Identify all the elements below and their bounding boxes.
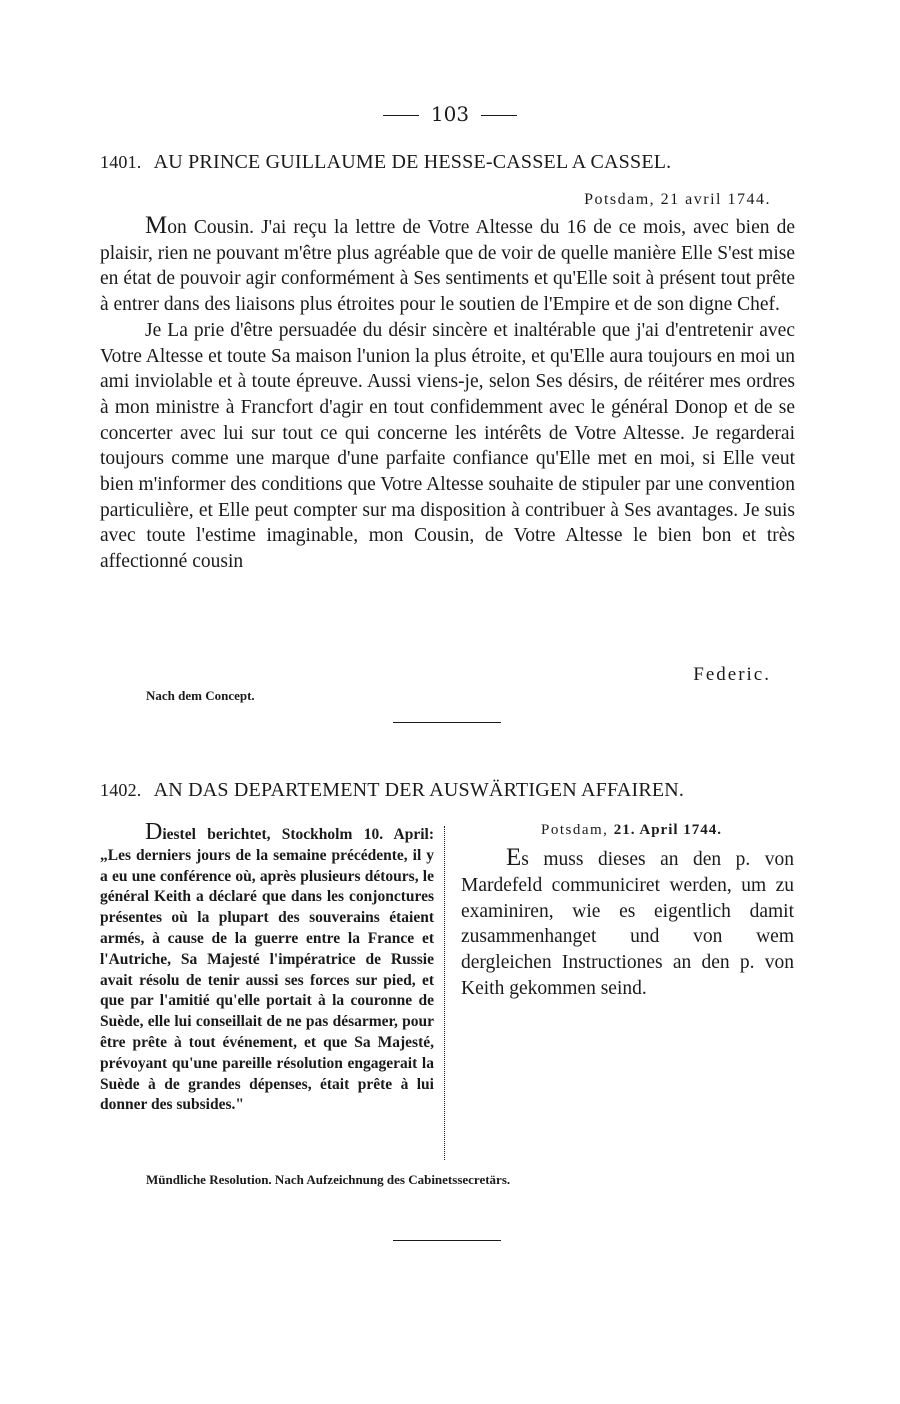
letter-1401-heading xyxy=(100,151,795,174)
letter-1401-dateline: Potsdam, 21 avril 1744. xyxy=(584,191,771,208)
letter-1401-signature: Federic. xyxy=(693,664,771,685)
column-divider xyxy=(444,826,445,1160)
letter-1401-paragraph-1 xyxy=(100,213,795,318)
letter-1402-report-text: iestel berichtet, Stockholm 10. April: „Les derniers jours de la semaine précédente, il y a eu une conférence où, après plusieurs détours, le général Keith a déclaré que dans les conjonctures présentes où la plupart des souverains étaient armés, à cause de la guerre entre la France et l'Autriche, Sa Majesté l'impératrice de Russie avait résolu de tenir aussi ses forces sur pied, et que par l'amitié qu'elle portait à la couronne de Suède, elle lui conseillait de ne pas désarmer, pour être prête à tout événement, et que Sa Majesté, prévoyant qu'une pareille résolution engagerait la Suède à de grandes dépenses, était prête à lui donner des subsides." xyxy=(100,826,434,1114)
letter-1402-report xyxy=(100,819,434,1116)
letter-1401-paragraph-1-text: on Cousin. J'ai reçu la lettre de Votre Altesse du 16 de ce mois, avec bien de plaisir, rien ne pouvant m'être plus agréable que de voir de quelle manière Elle S'est mise en état de pouvoir agir conformément à Ses sentiments et qu'Elle soit à présent tout prête à entrer dans des liaisons plus étroites pour le soutien de l'Empire et de son digne Chef. xyxy=(100,217,796,316)
letter-1402-resolution xyxy=(461,845,794,1002)
letter-1402-report-column xyxy=(100,819,434,1116)
section-separator-1 xyxy=(393,722,501,723)
letter-1402-number: 1402. xyxy=(100,780,142,800)
letter-1401-title: AU PRINCE GUILLAUME DE HESSE-CASSEL A CASSEL. xyxy=(153,151,672,173)
letter-1401-number: 1401. xyxy=(100,152,142,172)
section-separator-2 xyxy=(393,1240,501,1241)
letter-1401-initial: M xyxy=(145,212,168,239)
letter-1402-dateline-date: 21. April 1744. xyxy=(613,822,723,838)
letter-1401-source: Nach dem Concept. xyxy=(146,688,255,703)
page-number-text: 103 xyxy=(430,102,470,126)
letter-1402-resolution-column xyxy=(461,845,794,1002)
letter-1402-dateline-place: Potsdam, xyxy=(541,822,609,838)
letter-1402-resolution-initial: E xyxy=(506,844,522,871)
letter-1401-paragraph-2: Je La prie d'être persuadée du désir sincère et inaltérable que j'ai d'entretenir avec Votre Altesse et toute Sa maison l'union la plus étroite, et qu'Elle aura toujours en moi un ami inviolable et à toute épreuve. Aussi viens-je, selon Ses désirs, de réitérer mes ordres à mon ministre à Francfort d'agir en tout confidemment avec le général Donop et de se concerter avec lui sur tout ce qui concerne les intérêts de Votre Altesse. Je regarderai toujours comme une marque d'une parfaite confiance qu'Elle met en moi, si Elle veut bien m'informer des conditions que Votre Altesse souhaite de stipuler par une convention particulière, et Elle peut compter sur ma disposition à contribuer à Ses avantages. Je suis avec toute l'estime imaginable, mon Cousin, de Votre Altesse le bien bon et très affectionné cousin xyxy=(100,319,795,573)
dash-left xyxy=(383,115,419,116)
letter-1402-report-initial: D xyxy=(145,819,163,845)
dash-right xyxy=(481,115,517,116)
letter-1402-dateline xyxy=(541,822,722,839)
letter-1402-title: AN DAS DEPARTEMENT DER AUSWÄRTIGEN AFFAIREN. xyxy=(153,779,685,801)
letter-1402-heading xyxy=(100,779,795,802)
letter-1401-body xyxy=(100,213,795,575)
letter-1402-source: Mündliche Resolution. Nach Aufzeichnung des Cabinetssecretärs. xyxy=(146,1172,511,1187)
page-number xyxy=(0,102,900,126)
letter-1402-resolution-text: s muss dieses an den p. von Mardefeld communiciret werden, um zu examiniren, wie es eigentlich damit zusammenhanget und von wem dergleichen Instructiones an den p. von Keith gekommen seind. xyxy=(461,849,794,999)
